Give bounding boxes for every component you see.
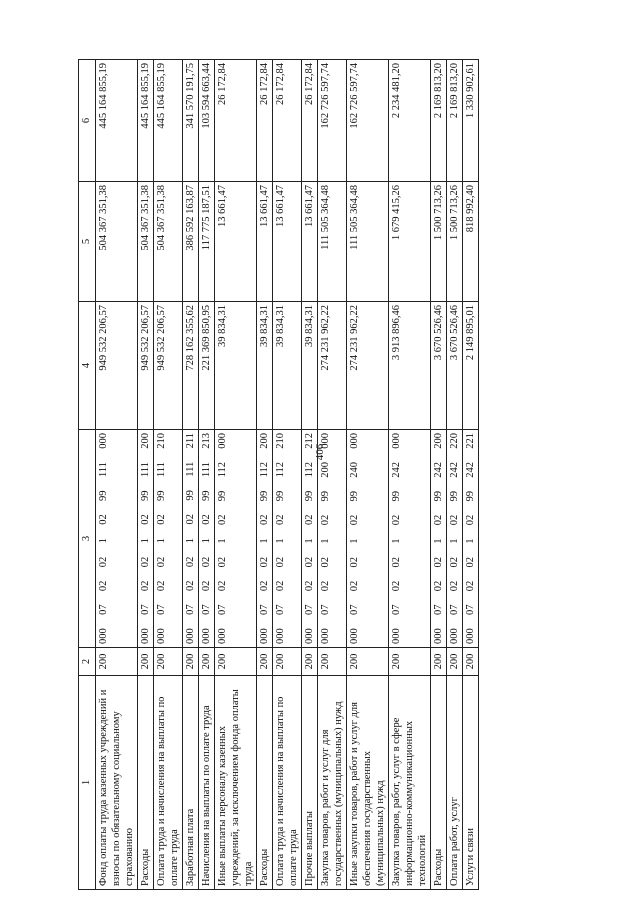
code-segment: 07 [259, 604, 270, 615]
code-segment: 02 [98, 580, 109, 592]
code-segment: 242 [391, 462, 402, 478]
code-segment: 02 [304, 556, 315, 568]
executed-amount: 13 661,47 [302, 182, 318, 302]
code-segment: 02 [391, 514, 402, 526]
code-segment: 000 [320, 628, 331, 644]
table-body [96, 60, 479, 890]
table-row [302, 60, 318, 890]
code-segment: 02 [349, 514, 360, 526]
code-segment: 1 [156, 538, 167, 544]
code-segment: 99 [465, 491, 476, 502]
executed-amount: 13 661,47 [273, 182, 302, 302]
code-segment: 111 [156, 462, 167, 478]
table-row [215, 60, 257, 890]
code-segment: 000 [275, 628, 286, 644]
code-segment: 000 [98, 628, 109, 644]
code-segment: 211 [185, 433, 196, 449]
code-segment: 111 [185, 461, 196, 477]
line-code: 200 [273, 648, 302, 676]
code-segment: 02 [185, 556, 196, 568]
unexecuted-amount: 445 164 855,19 [96, 60, 138, 182]
code-segment: 99 [433, 491, 444, 502]
approved-amount: 39 834,31 [215, 302, 257, 430]
executed-amount: 111 505 364,48 [318, 182, 347, 302]
code-segment: 02 [320, 557, 331, 568]
code-segment: 02 [217, 580, 228, 592]
code-segment: 02 [185, 580, 196, 591]
line-code: 200 [199, 648, 215, 676]
executed-amount: 386 592 163,87 [183, 182, 199, 302]
code-segment: 99 [391, 491, 402, 502]
executed-amount: 13 661,47 [257, 182, 273, 302]
code-segment: 220 [449, 433, 460, 449]
code-segment: 02 [449, 514, 460, 526]
code-segment: 99 [449, 491, 460, 502]
code-segment: 111 [98, 462, 109, 478]
table-row [347, 60, 389, 890]
code-segment: 000 [156, 628, 167, 644]
executed-amount: 504 367 351,38 [154, 182, 183, 302]
line-name: Закупка товаров, работ, услуг в сфере информационно-коммуникационных технологий [389, 676, 431, 890]
executed-amount: 504 367 351,38 [138, 182, 154, 302]
code-segment: 111 [201, 462, 212, 478]
executed-amount: 504 367 351,38 [96, 182, 138, 302]
code-segment: 200 [259, 433, 270, 449]
line-name: Оплата труда и начисления на выплаты по оплате труда [154, 676, 183, 890]
code-segment: 07 [449, 604, 460, 615]
table-row [154, 60, 183, 890]
code-segment: 02 [98, 514, 109, 525]
code-segment: 02 [217, 514, 228, 526]
approved-amount: 39 834,31 [257, 302, 273, 430]
code-segment: 1 [98, 538, 109, 544]
code-segment: 02 [433, 580, 444, 592]
code-segment: 1 [275, 538, 286, 544]
line-name: Фонд оплаты труда казенных учреждений и взносы по обязательному социальному страхованию [96, 676, 138, 890]
approved-amount: 2 149 895,01 [463, 302, 479, 430]
code-segment: 02 [391, 557, 402, 568]
code-segment: 212 [304, 433, 315, 449]
code-segment: 242 [433, 462, 444, 478]
code-segment: 000 [391, 433, 402, 449]
line-name: Оплата работ, услуг [447, 676, 463, 890]
approved-amount: 39 834,31 [273, 302, 302, 430]
code-segment: 02 [465, 557, 476, 568]
code-segment: 1 [391, 538, 402, 544]
code-segment: 1 [349, 538, 360, 544]
unexecuted-amount: 2 169 813,20 [447, 60, 463, 182]
code-segment: 02 [156, 580, 167, 592]
code-segment: 240 [349, 462, 360, 478]
approved-amount: 728 162 355,62 [183, 302, 199, 430]
code-segment: 200 [320, 462, 331, 478]
column-header: 1 [79, 676, 96, 890]
code-segment: 000 [217, 628, 228, 644]
code-segment: 02 [320, 514, 331, 526]
unexecuted-amount: 162 726 597,74 [318, 60, 347, 182]
code-segment: 000 [449, 628, 460, 644]
line-name: Услуги связи [463, 676, 479, 890]
code-segment: 02 [201, 514, 212, 525]
line-name: Оплата труда и начисления на выплаты по оплате труда [273, 676, 302, 890]
budget-classification-code [447, 430, 463, 648]
column-header: 2 [79, 648, 96, 676]
line-code: 200 [257, 648, 273, 676]
code-segment: 02 [140, 556, 151, 568]
code-segment: 000 [304, 628, 315, 644]
line-name: Прочие выплаты [302, 676, 318, 890]
budget-classification-code [389, 430, 431, 648]
code-segment: 99 [156, 490, 167, 501]
budget-table-container [78, 60, 623, 890]
unexecuted-amount: 26 172,84 [273, 60, 302, 182]
code-segment: 000 [349, 433, 360, 449]
code-segment: 000 [259, 628, 270, 644]
table-row [447, 60, 463, 890]
table-row [183, 60, 199, 890]
line-name: Начисления на выплаты по оплате труда [199, 676, 215, 890]
code-segment: 1 [465, 538, 476, 544]
budget-classification-code [138, 430, 154, 648]
code-segment: 112 [259, 462, 270, 478]
executed-amount: 13 661,47 [215, 182, 257, 302]
code-segment: 99 [349, 491, 360, 502]
line-code: 200 [183, 648, 199, 676]
budget-classification-code [257, 430, 273, 648]
code-segment: 000 [217, 433, 228, 449]
approved-amount: 274 231 962,22 [318, 302, 347, 430]
line-code: 200 [96, 648, 138, 676]
code-segment: 000 [391, 628, 402, 644]
budget-classification-code [273, 430, 302, 648]
code-segment: 1 [217, 538, 228, 544]
code-segment: 02 [275, 580, 286, 592]
code-segment: 111 [140, 462, 151, 478]
code-segment: 1 [304, 538, 315, 544]
budget-classification-code [154, 430, 183, 648]
code-segment: 02 [259, 556, 270, 568]
executed-amount: 818 992,40 [463, 182, 479, 302]
code-segment: 02 [156, 514, 167, 525]
code-segment: 02 [201, 580, 212, 592]
code-segment: 000 [140, 628, 151, 644]
code-segment: 02 [98, 556, 109, 568]
code-segment: 1 [449, 538, 460, 544]
unexecuted-amount: 162 726 597,74 [347, 60, 389, 182]
code-segment: 99 [201, 490, 212, 501]
column-header: 5 [79, 182, 96, 302]
unexecuted-amount: 103 594 663,44 [199, 60, 215, 182]
approved-amount: 3 670 526,46 [431, 302, 447, 430]
column-header: 3 [79, 430, 96, 648]
code-segment: 000 [433, 628, 444, 644]
code-segment: 02 [185, 514, 196, 525]
code-segment: 02 [275, 556, 286, 568]
line-code: 200 [431, 648, 447, 676]
code-segment: 07 [185, 604, 196, 615]
approved-amount: 949 532 206,57 [154, 302, 183, 430]
code-segment: 07 [320, 604, 331, 615]
table-row [257, 60, 273, 890]
line-code: 200 [447, 648, 463, 676]
table-row [199, 60, 215, 890]
line-name: Расходы [257, 676, 273, 890]
code-segment: 242 [449, 462, 460, 478]
table-row [96, 60, 138, 890]
code-segment: 02 [465, 580, 476, 592]
code-segment: 213 [201, 433, 212, 449]
column-header: 4 [79, 302, 96, 430]
line-name: Расходы [138, 676, 154, 890]
budget-classification-code [318, 430, 347, 648]
code-segment: 02 [156, 556, 167, 568]
code-segment: 99 [304, 490, 315, 502]
table-row [463, 60, 479, 890]
code-segment: 07 [465, 604, 476, 615]
code-segment: 99 [275, 490, 286, 502]
code-segment: 02 [433, 557, 444, 568]
approved-amount: 949 532 206,57 [96, 302, 138, 430]
unexecuted-amount: 2 234 481,20 [389, 60, 431, 182]
line-code: 200 [318, 648, 347, 676]
line-code: 200 [138, 648, 154, 676]
code-segment: 99 [98, 490, 109, 501]
code-segment: 02 [449, 580, 460, 592]
budget-classification-code [215, 430, 257, 648]
code-segment: 02 [433, 514, 444, 526]
code-segment: 02 [349, 557, 360, 568]
code-segment: 1 [259, 538, 270, 544]
column-number-row [79, 60, 96, 890]
line-code: 200 [302, 648, 318, 676]
approved-amount: 949 532 206,57 [138, 302, 154, 430]
code-segment: 99 [185, 490, 196, 501]
code-segment: 02 [259, 514, 270, 526]
code-segment: 07 [349, 604, 360, 615]
unexecuted-amount: 445 164 855,19 [138, 60, 154, 182]
unexecuted-amount: 1 330 902,61 [463, 60, 479, 182]
page-number: 406 [314, 443, 326, 461]
code-segment: 210 [275, 433, 286, 449]
code-segment: 02 [140, 514, 151, 525]
executed-amount: 1 679 415,26 [389, 182, 431, 302]
code-segment: 07 [391, 604, 402, 615]
unexecuted-amount: 26 172,84 [302, 60, 318, 182]
line-name: Заработная плата [183, 676, 199, 890]
code-segment: 99 [217, 490, 228, 502]
code-segment: 02 [304, 580, 315, 592]
line-code: 200 [154, 648, 183, 676]
budget-classification-code [431, 430, 447, 648]
code-segment: 07 [217, 604, 228, 615]
budget-classification-code [302, 430, 318, 648]
code-segment: 02 [465, 514, 476, 526]
code-segment: 07 [304, 604, 315, 615]
code-segment: 02 [217, 556, 228, 568]
code-segment: 02 [201, 556, 212, 568]
budget-classification-code [199, 430, 215, 648]
unexecuted-amount: 26 172,84 [215, 60, 257, 182]
code-segment: 242 [465, 462, 476, 478]
code-segment: 07 [98, 604, 109, 615]
code-segment: 221 [465, 433, 476, 449]
code-segment: 02 [391, 580, 402, 592]
code-segment: 07 [140, 604, 151, 615]
code-segment: 02 [449, 557, 460, 568]
code-segment: 000 [320, 433, 331, 449]
unexecuted-amount: 2 169 813,20 [431, 60, 447, 182]
executed-amount: 111 505 364,48 [347, 182, 389, 302]
code-segment: 000 [98, 433, 109, 449]
code-segment: 07 [156, 604, 167, 615]
code-segment: 000 [185, 628, 196, 644]
code-segment: 210 [156, 433, 167, 449]
line-name: Иные выплаты персоналу казенных учреждений, за исключением фонда оплаты труда [215, 676, 257, 890]
line-name: Иные закупки товаров, работ и услуг для обеспечения государственных (муниципальных) нужд [347, 676, 389, 890]
code-segment: 112 [304, 462, 315, 478]
code-segment: 1 [433, 538, 444, 544]
table-row [318, 60, 347, 890]
code-segment: 000 [201, 628, 212, 644]
budget-classification-code [96, 430, 138, 648]
code-segment: 99 [320, 491, 331, 502]
line-code: 200 [215, 648, 257, 676]
code-segment: 000 [349, 628, 360, 644]
line-name: Расходы [431, 676, 447, 890]
table-row [273, 60, 302, 890]
column-header: 6 [79, 60, 96, 182]
code-segment: 1 [201, 538, 212, 544]
unexecuted-amount: 445 164 855,19 [154, 60, 183, 182]
code-segment: 02 [275, 514, 286, 526]
code-segment: 200 [140, 433, 151, 449]
approved-amount: 39 834,31 [302, 302, 318, 430]
code-segment: 200 [433, 433, 444, 449]
code-segment: 000 [465, 628, 476, 644]
line-code: 200 [463, 648, 479, 676]
table-row [431, 60, 447, 890]
executed-amount: 1 500 713,26 [431, 182, 447, 302]
approved-amount: 3 670 526,46 [447, 302, 463, 430]
approved-amount: 274 231 962,22 [347, 302, 389, 430]
code-segment: 07 [433, 604, 444, 615]
table-row [389, 60, 431, 890]
executed-amount: 117 775 187,51 [199, 182, 215, 302]
table-row [138, 60, 154, 890]
budget-table [78, 59, 479, 890]
budget-classification-code [463, 430, 479, 648]
code-segment: 112 [275, 462, 286, 478]
code-segment: 02 [259, 580, 270, 592]
code-segment: 02 [349, 580, 360, 592]
budget-classification-code [183, 430, 199, 648]
code-segment: 02 [140, 580, 151, 592]
approved-amount: 3 913 896,46 [389, 302, 431, 430]
code-segment: 112 [217, 462, 228, 478]
line-code: 200 [389, 648, 431, 676]
approved-amount: 221 369 850,95 [199, 302, 215, 430]
line-code: 200 [347, 648, 389, 676]
code-segment: 1 [185, 537, 196, 544]
unexecuted-amount: 341 570 191,75 [183, 60, 199, 182]
code-segment: 1 [140, 538, 151, 544]
code-segment: 99 [259, 490, 270, 502]
code-segment: 02 [320, 580, 331, 592]
line-name: Закупка товаров, работ и услуг для государственных (муниципальных) нужд [318, 676, 347, 890]
code-segment: 07 [201, 604, 212, 615]
executed-amount: 1 500 713,26 [447, 182, 463, 302]
code-segment: 99 [140, 490, 151, 501]
budget-classification-code [347, 430, 389, 648]
code-segment: 07 [275, 604, 286, 615]
code-segment: 02 [304, 514, 315, 526]
unexecuted-amount: 26 172,84 [257, 60, 273, 182]
code-segment: 1 [320, 538, 331, 544]
